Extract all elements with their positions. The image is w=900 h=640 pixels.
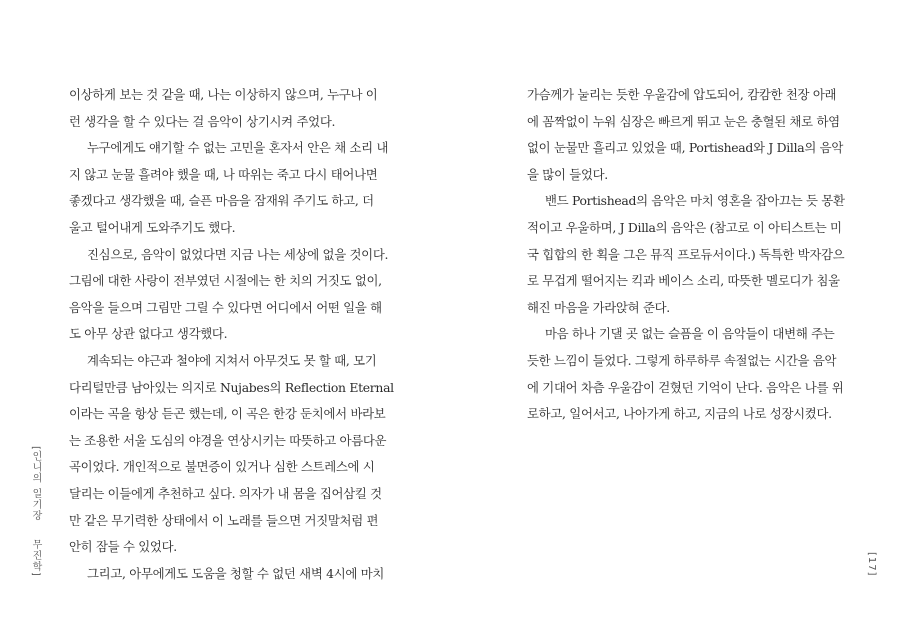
author-name: 무진학] (30, 539, 41, 577)
text-line: 적이고 우울하며, J Dilla의 음악은 (참고로 이 아티스트는 미 (527, 219, 842, 235)
text-line: 누구에게도 얘기할 수 없는 고민을 혼자서 안은 채 소리 내 (87, 140, 389, 156)
text-line: 울고 털어내게 도와주기도 했다. (69, 219, 236, 235)
text-line: 좋겠다고 생각했을 때, 슬픈 마음을 잠재워 주기도 하고, 더 (69, 193, 374, 209)
text-line: 밴드 Portishead의 음악은 마치 영혼을 잡아끄는 듯 몽환 (545, 193, 845, 209)
text-line: 을 많이 들었다. (527, 166, 608, 182)
text-line: 달리는 이들에게 추천하고 싶다. 의자가 내 몸을 집어삼킬 것 (69, 485, 382, 501)
text-line: 만 같은 무기력한 상태에서 이 노래를 들으면 거짓말처럼 편 (69, 512, 379, 528)
text-line: 그림에 대한 사랑이 전부였던 시절에는 한 치의 거짓도 없이, (69, 273, 382, 289)
text-line: 로 무겁게 떨어지는 킥과 베이스 소리, 따뜻한 멜로디가 침울 (527, 273, 840, 289)
right-page-body (527, 82, 845, 428)
text-line: 런 생각을 할 수 있다는 걸 음악이 상기시켜 주었다. (69, 113, 336, 129)
text-line: 지 않고 눈물 흘려야 했을 때, 나 따위는 죽고 다시 태어나면 (69, 166, 378, 182)
text-line: 에 기대어 차츰 우울감이 걷혔던 기억이 난다. 음악은 나를 위 (527, 379, 844, 395)
text-line: 진심으로, 음악이 없었다면 지금 나는 세상에 없을 것이다. (87, 246, 389, 262)
text-line: 계속되는 야근과 철야에 지쳐서 아무것도 못 할 때, 모기 (87, 352, 377, 368)
text-line: 로하고, 일어서고, 나아가게 하고, 지금의 나로 성장시켰다. (527, 406, 832, 422)
text-line: 는 조용한 서울 도심의 야경을 연상시키는 따뜻하고 아름다운 (69, 432, 387, 448)
text-line: 도 아무 상관 없다고 생각했다. (69, 326, 228, 342)
text-line: 이상하게 보는 것 같을 때, 나는 이상하지 않으며, 누구나 이 (69, 87, 378, 102)
running-title: [인니의 일기장 (30, 446, 41, 522)
text-line: 음악을 들으며 그림만 그릴 수 있다면 어디에서 어떤 일을 해 (69, 299, 382, 315)
text-line: 듯한 느낌이 들었다. 그렇게 하루하루 속절없는 시간을 음악 (527, 352, 837, 368)
text-line: 에 꼼짝없이 누워 심장은 빠르게 뛰고 눈은 충혈된 채로 하염 (527, 113, 840, 129)
text-line: 없이 눈물만 흘리고 있었을 때, Portishead와 J Dilla의 음악 (527, 140, 843, 156)
text-line: 다리털만큼 남아있는 의지로 Nujabes의 Reflection Eternal (69, 379, 394, 395)
text-line: 해진 마음을 가라앉혀 준다. (527, 299, 670, 315)
text-line: 이라는 곡을 항상 듣곤 했는데, 이 곡은 한강 둔치에서 바라보 (69, 406, 386, 422)
page-number: [17] (866, 552, 877, 577)
text-line: 곡이었다. 개인적으로 불면증이 있거나 심한 스트레스에 시 (69, 459, 375, 475)
text-line: 마음 하나 기댈 곳 없는 슬픔을 이 음악들이 대변해 주는 (545, 326, 835, 342)
text-line: 가슴께가 눌리는 듯한 우울감에 압도되어, 캄캄한 천장 아래 (527, 87, 837, 102)
text-line: 안히 잠들 수 있었다. (69, 539, 177, 555)
text-line: 그리고, 아무에게도 도움을 청할 수 없던 새벽 4시에 마치 (87, 565, 385, 581)
text-line: 국 힙합의 한 획을 그은 뮤직 프로듀서이다.) 독특한 박자감으 (527, 246, 845, 262)
left-page-body (69, 82, 394, 587)
